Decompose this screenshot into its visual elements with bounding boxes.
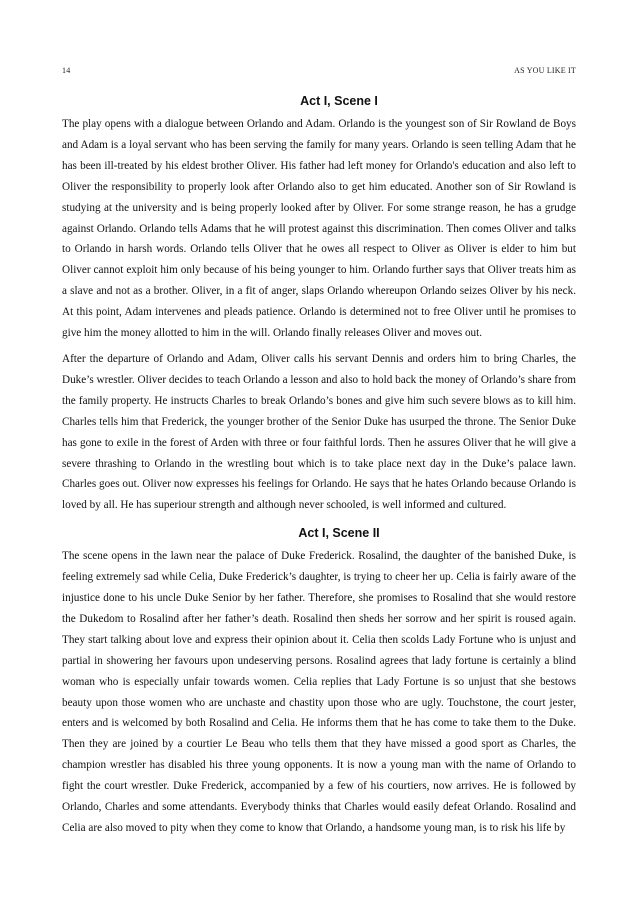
running-header (62, 66, 576, 82)
paragraph: The play opens with a dialogue between Orlando and Adam. Orlando is the youngest son of Sir Rowland de Boys and Adam is a loyal servant who has been serving the family for many years. Orlando is seen telling Adam that he has been ill-treated by his eldest brother Oliver. His father had left money for Orlando's education and also left to Oliver the responsibility to properly look after Orlando also to get him educated. Another son of Sir Rowland is studying at the university and is being properly looked after by Oliver. For some strange reason, he has a grudge against Orlando. Orlando tells Adams that he will protest against this discrimination. Then comes Oliver and talks to Orlando in harsh words. Orlando tells Oliver that he owes all respect to Oliver as Oliver is elder to him but Oliver cannot exploit him only because of his being younger to him. Orlando further says that Oliver treats him as a slave and not as a brother. Oliver, in a fit of anger, slaps Orlando whereupon Orlando seizes Oliver by his neck. At this point, Adam intervenes and pleads patience. Orlando is determined not to free Oliver until he promises to give him the money allotted to him in the will. Orlando finally releases Oliver and moves out. (62, 118, 576, 340)
book-title: AS YOU LIKE IT (514, 66, 576, 75)
scene-heading-act1-scene1: Act I, Scene I (300, 94, 378, 108)
scene-heading-act1-scene2: Act I, Scene II (298, 526, 380, 541)
paragraph: The scene opens in the lawn near the palace of Duke Frederick. Rosalind, the daughter of the banished Duke, is feeling extremely sad while Celia, Duke Frederick’s daughter, is trying to cheer her up. Celia is fairly aware of the injustice done to his uncle Duke Senior by her father. Therefore, she promises to Rosalind that she would restore the Dukedom to Rosalind after her father’s death. Rosalind then sheds her sorrow and her spirit is roused again. They start talking about love and express their opinion about it. Celia then scolds Lady Fortune who is unjust and partial in showering her favours upon undeserving persons. Rosalind agrees that lady fortune is certainly a blind woman who is especially unfair towards women. Celia replies that Lady Fortune is so unjust that she bestows beauty upon those women who are unchaste and chastity upon those who are ugly. Touchstone, the court jester, enters and is welcomed by both Rosalind and Celia. He informs them that he has come to take them to the Duke. Then they are joined by a courtier Le Beau who tells them that they have missed a good sport as Charles, the champion wrestler has disabled his three young opponents. It is now a young man with the name of Orlando to fight the court wrestler. Duke Frederick, accompanied by a few of his courtiers, now arrives. He is followed by Orlando, Charles and some attendants. Everybody thinks that Charles would easily defeat Orlando. Rosalind and Celia are also moved to pity when they come to know that Orlando, a handsome young man, is to risk his life by (62, 550, 576, 834)
paragraph: After the departure of Orlando and Adam, Oliver calls his servant Dennis and orders him to bring Charles, the Duke’s wrestler. Oliver decides to teach Orlando a lesson and also to hold back the money of Orlando’s share from the family property. He instructs Charles to break Orlando’s bones and give him such severe blows as to kill him. Charles tells him that Frederick, the younger brother of the Senior Duke has usurped the throne. The Senior Duke has gone to exile in the forest of Arden with three or four faithful lords. Then he assures Oliver that he will give a severe thrashing to Orlando in the wrestling bout which is to take place next day in the Duke’s palace lawn. Charles goes out. Oliver now expresses his feelings for Orlando. He says that he hates Orlando because Orlando is loved by all. He has superiour strength and although never schooled, is well informed and cultured. (62, 352, 576, 512)
page-number: 14 (62, 66, 71, 75)
document-page (62, 66, 576, 844)
